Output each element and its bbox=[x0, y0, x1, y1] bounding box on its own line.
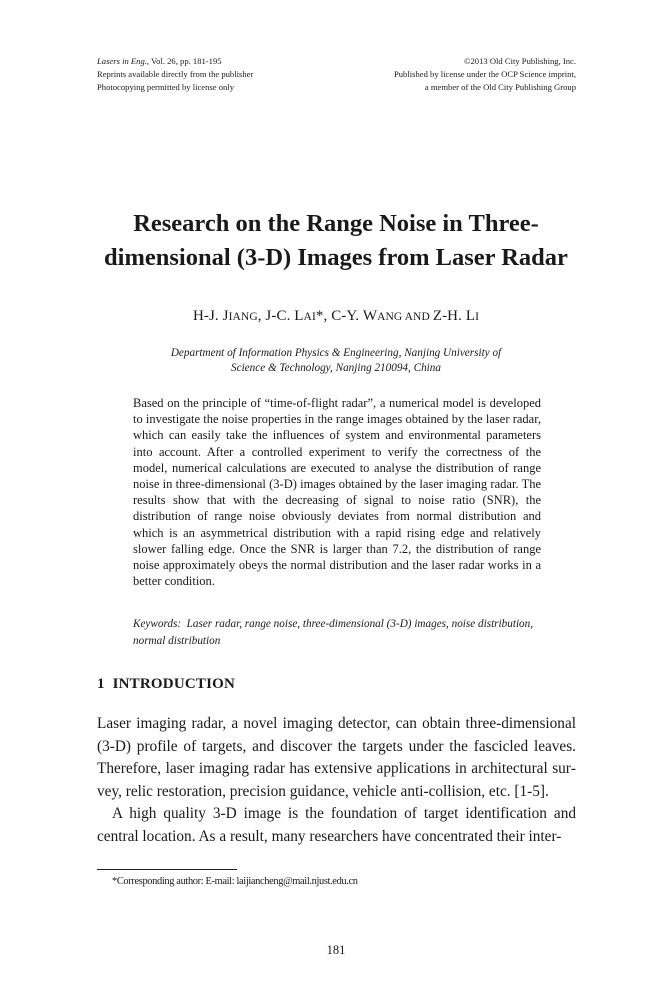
running-header-left bbox=[97, 55, 253, 95]
author-4-initials: Z-H. L bbox=[432, 308, 476, 324]
title-line-2: dimensional (3-D) Images from Laser Radar bbox=[104, 244, 568, 271]
affiliation bbox=[0, 346, 672, 375]
affiliation-line-1: Department of Information Physics & Engineering, Nanjing University of bbox=[170, 347, 502, 359]
running-header-right bbox=[394, 55, 576, 95]
section-number: 1 bbox=[97, 676, 105, 692]
author-1-surname: IANG bbox=[228, 311, 258, 323]
journal-name: Lasers in Eng. bbox=[97, 56, 147, 66]
author-4-surname: I bbox=[475, 311, 480, 323]
license-line: Published by license under the OCP Science imprint, bbox=[393, 69, 576, 80]
journal-citation bbox=[97, 55, 253, 68]
author-2-surname: AI bbox=[303, 311, 316, 323]
page-number: 181 bbox=[326, 943, 346, 957]
keywords-label: Keywords: bbox=[133, 618, 182, 630]
author-3-initials: *, C-Y. W bbox=[315, 308, 378, 324]
author-list bbox=[0, 308, 672, 325]
footnote: *Corresponding author: E-mail: laijiancheng@mail.njust.edu.cn bbox=[112, 876, 358, 887]
affiliation-line-2: Science & Technology, Nanjing 210094, China bbox=[231, 361, 441, 374]
paper-title bbox=[0, 207, 672, 275]
keywords bbox=[133, 616, 541, 650]
author-3-surname: ANG bbox=[377, 311, 403, 323]
title-line-1: Research on the Range Noise in Three- bbox=[133, 210, 539, 237]
footnote-rule bbox=[97, 869, 237, 870]
abstract bbox=[133, 395, 541, 589]
journal-volume: , Vol. 26, pp. 181-195 bbox=[146, 56, 222, 66]
author-and: AND bbox=[402, 311, 433, 323]
copyright-line: ©2013 Old City Publishing, Inc. bbox=[463, 56, 576, 66]
body-text bbox=[97, 713, 576, 849]
paragraph-2: A high quality 3-D image is the foundation of target identification and central location. As a result, many researchers have concentrated their inter- bbox=[97, 805, 576, 845]
section-title: INTRODUCTION bbox=[112, 676, 236, 692]
photocopy-note: Photocopying permitted by license only bbox=[97, 82, 235, 93]
author-1-initials: H-J. J bbox=[192, 308, 229, 324]
keywords-text: Laser radar, range noise, three-dimensional (3-D) images, noise distribution, normal distribution bbox=[133, 618, 534, 647]
publisher-group-line: a member of the Old City Publishing Group bbox=[424, 82, 576, 93]
abstract-text: Based on the principle of “time-of-flight radar”, a numerical model is developed to investigate the noise properties in the range images obtained by the laser radar, which can easily take the influences of system and environmental parameters into account. After a controlled experiment to verify the correctness of the model, numerical calculations are executed to analyse the distribution of range noise in three-dimensional (3-D) images obtained by the laser imaging radar. The results show that with the decreasing of signal to noise ratio (SNR), the distribution of range noise obviously deviates from normal distribution and which is an asymmetrical distribution with a rapid rising edge and relatively slower falling edge. Once the SNR is larger than 7.2, the distribution of range noise approximately obeys the normal distribution and the laser radar works in a better condition. bbox=[133, 396, 541, 589]
paragraph-1: Laser imaging radar, a novel imaging detector, can obtain three-dimensional (3-D) profile of targets, and discover the targets under the fascicled leaves. Therefore, laser imaging radar has extensive applications in architectural survey, relic restoration, precision guidance, vehicle anti-collision, etc. [1-5]. bbox=[97, 715, 576, 800]
reprints-note: Reprints available directly from the publisher bbox=[97, 69, 254, 80]
author-2-initials: , J-C. L bbox=[257, 308, 304, 324]
section-heading bbox=[97, 676, 235, 693]
